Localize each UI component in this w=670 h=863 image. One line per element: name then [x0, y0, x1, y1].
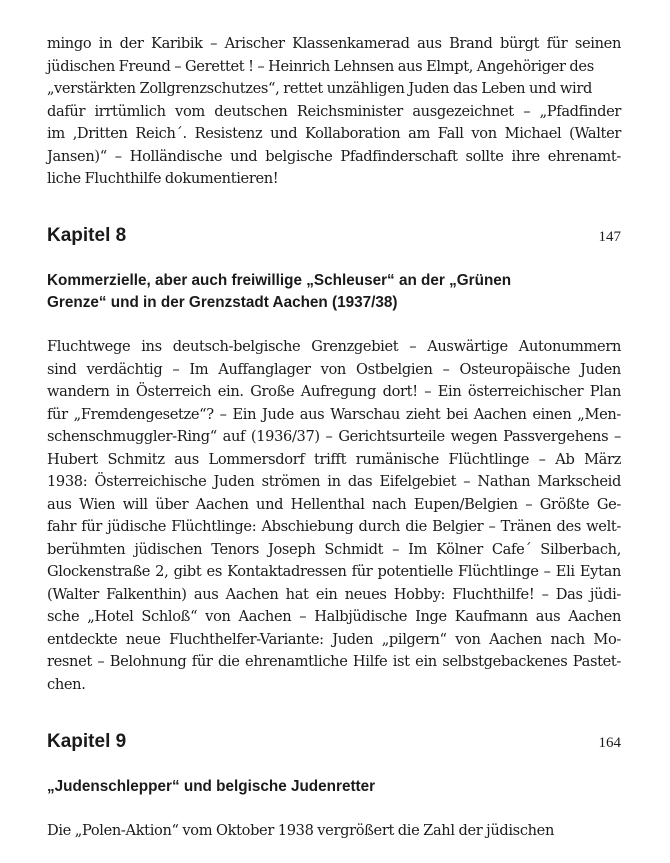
chapter-page-number: 164: [598, 735, 621, 751]
summary-line: Fluchtwege ins deutsch-belgische Grenzgebiet – Auswärtige Autonummern: [47, 338, 621, 355]
summary-line: Jansen)“ – Holländische und belgische Pfadfinderschaft sollte ihre ehrenamt-: [47, 147, 621, 165]
summary-line: berühmten jüdischen Tenors Joseph Schmidt – Im Kölner Cafe´ Silberbach,: [47, 540, 621, 558]
chapter-subtitle: [47, 270, 621, 314]
summary-line: im ‚Dritten Reich´. Resistenz und Kollaboration am Fall von Michael (Walter: [47, 125, 621, 142]
chapter-title: Kapitel 9: [47, 731, 127, 752]
summary-line: sind verdächtig – Im Auffanglager von Ostbelgien – Osteuropäische Juden: [47, 360, 621, 378]
summary-line: jüdischen Freund – Gerettet ! – Heinrich Lehnsen aus Elmpt, Angehöriger des: [47, 57, 594, 75]
summary-line: chen.: [47, 675, 86, 693]
summary-line: entdeckte neue Fluchthelfer-Variante: Juden „pilgern“ von Aachen nach Mo-: [47, 630, 621, 648]
chapter-summary: [47, 820, 621, 843]
chapter-title: Kapitel 8: [47, 225, 127, 246]
summary-line: Die „Polen-Aktion“ vom Oktober 1938 vergrößert die Zahl der jüdischen: [47, 822, 555, 839]
summary-line: (Walter Falkenthin) aus Aachen hat ein neues Hobby: Fluchthilfe! – Das jüdi-: [47, 585, 621, 603]
subtitle-line: „Judenschlepper“ und belgische Judenretter: [47, 778, 376, 795]
chapter-page-number: 147: [598, 229, 621, 245]
summary-line: „verstärkten Zollgrenzschutzes“, rettet unzähligen Juden das Leben und wird: [47, 80, 592, 97]
chapter-summary: [47, 336, 621, 696]
summary-line: Glockenstraße 2, gibt es Kontaktadressen für potentielle Flüchtlinge – Eli Eytan: [47, 563, 621, 580]
summary-line: Hubert Schmitz aus Lommersdorf trifft rumänische Flüchtlinge – Ab März: [47, 450, 621, 468]
previous-chapter-summary: [47, 33, 621, 191]
summary-line: sche „Hotel Schloß“ von Aachen – Halbjüdische Inge Kaufmann aus Aachen: [47, 608, 621, 625]
summary-line: resnet – Belohnung für die ehrenamtliche Hilfe ist ein selbstgebackenes Pastet-: [47, 653, 621, 670]
chapter-subtitle: [47, 776, 621, 798]
summary-line: liche Fluchthilfe dokumentieren!: [47, 170, 279, 187]
summary-line: fahr für jüdische Flüchtlinge: Abschiebung durch die Belgier – Tränen des welt-: [47, 518, 621, 535]
summary-line: dafür irrtümlich vom deutschen Reichsminister ausgezeichnet – „Pfadfinder: [47, 102, 621, 120]
chapter-heading-8: [47, 225, 621, 247]
chapter-heading-9: [47, 731, 621, 753]
summary-line: mingo in der Karibik – Arischer Klassenkamerad aus Brand bürgt für seinen: [47, 35, 621, 52]
summary-line: wandern in Österreich ein. Große Aufregung dort! – Ein österreichischer Plan: [47, 383, 621, 400]
summary-line: 1938: Österreichische Juden strömen in das Eifelgebiet – Nathan Markscheid: [47, 473, 621, 490]
summary-line: für „Fremdengesetze“? – Ein Jude aus Warschau zieht bei Aachen einen „Men-: [47, 405, 621, 423]
subtitle-line: Kommerzielle, aber auch freiwillige „Schleuser“ an der „Grünen: [47, 272, 512, 289]
subtitle-line: Grenze“ und in der Grenzstadt Aachen (1937/38): [47, 294, 398, 311]
summary-line: schenschmuggler-Ring“ auf (1936/37) – Gerichtsurteile wegen Passvergehens –: [47, 428, 621, 445]
summary-line: aus Wien will über Aachen und Hellenthal nach Eupen/Belgien – Größte Ge-: [47, 495, 621, 513]
